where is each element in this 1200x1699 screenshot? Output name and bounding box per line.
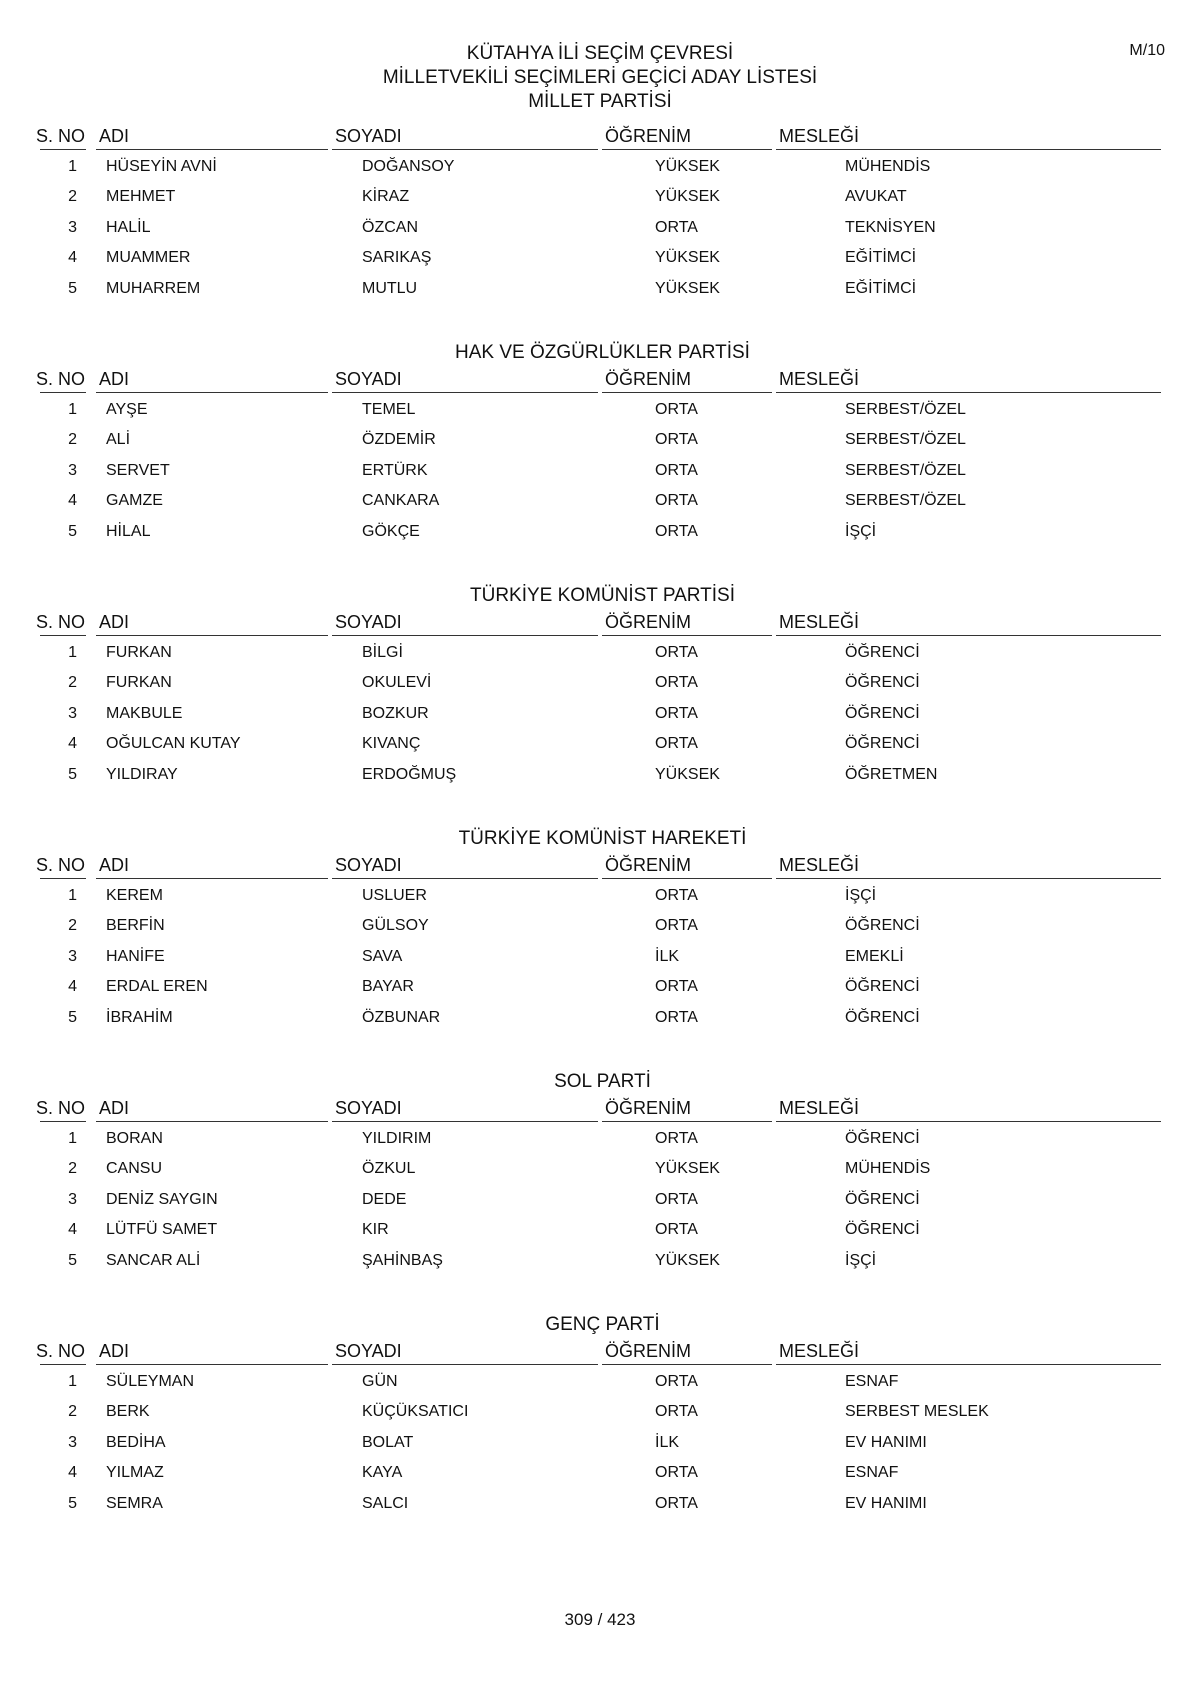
education: YÜKSEK [655, 188, 720, 206]
education: YÜKSEK [655, 249, 720, 267]
occupation: ESNAF [845, 1464, 899, 1482]
last-name: MUTLU [362, 279, 418, 297]
row-number: 1 [68, 401, 77, 418]
column-header-soyadi: SOYADI [335, 126, 402, 146]
header-underline [96, 635, 328, 636]
occupation: ÖĞRENCİ [845, 674, 920, 692]
last-name: KIR [362, 1221, 389, 1239]
first-name: CANSU [106, 1160, 163, 1178]
last-name: KAYA [362, 1464, 403, 1482]
education: ORTA [655, 917, 698, 935]
party-sections [36, 124, 1165, 1582]
row-number: 2 [68, 674, 77, 692]
header-underline [40, 1364, 86, 1365]
occupation: EMEKLİ [845, 947, 904, 965]
last-name: BOLAT [362, 1433, 414, 1451]
first-name: SEMRA [106, 1494, 163, 1512]
header-underline [40, 635, 86, 636]
occupation: ÖĞRENCİ [845, 1190, 920, 1208]
table-row [40, 517, 1165, 547]
table-row [40, 1185, 1165, 1215]
row-number: 2 [68, 917, 77, 935]
first-name: SANCAR ALİ [106, 1251, 201, 1269]
education: ORTA [655, 1190, 698, 1208]
candidate-rows [40, 152, 1165, 304]
education: ORTA [655, 1403, 698, 1421]
candidate-rows [40, 395, 1165, 547]
party-title: SOL PARTİ [554, 1071, 651, 1092]
last-name: SALCI [362, 1494, 409, 1512]
occupation: ÖĞRENCİ [845, 735, 920, 753]
education: ORTA [655, 218, 698, 236]
last-name: KİRAZ [362, 188, 410, 206]
table-row [40, 182, 1165, 212]
column-header-adi: ADI [99, 1341, 130, 1361]
last-name: BİLGİ [362, 644, 403, 661]
table-header [36, 610, 1165, 634]
header-underline [776, 1364, 1161, 1365]
occupation: ÖĞRENCİ [845, 1221, 920, 1239]
column-header-ogrenim: ÖĞRENİM [605, 126, 692, 146]
table-row [40, 699, 1165, 729]
party-title: GENÇ PARTİ [545, 1314, 660, 1335]
first-name: BERK [106, 1403, 150, 1421]
occupation: İŞÇİ [845, 522, 877, 540]
last-name: CANKARA [362, 492, 440, 510]
column-header-soyadi: SOYADI [335, 855, 402, 875]
row-number: 5 [68, 1008, 77, 1026]
last-name: ÖZCAN [362, 218, 418, 236]
education: ORTA [655, 1373, 698, 1390]
education: YÜKSEK [655, 279, 720, 297]
row-number: 5 [68, 1251, 77, 1269]
education: ORTA [655, 492, 698, 510]
header-underline [776, 149, 1161, 150]
page-number: 309 / 423 [564, 1610, 636, 1629]
table-row [40, 486, 1165, 516]
last-name: ÖZBUNAR [362, 1008, 441, 1026]
header-underline [40, 392, 86, 393]
first-name: İBRAHİM [106, 1008, 173, 1026]
table-row [40, 1458, 1165, 1488]
column-header-ogrenim: ÖĞRENİM [605, 1098, 692, 1118]
row-number: 4 [68, 249, 77, 267]
occupation: İŞÇİ [845, 887, 877, 904]
column-header-soyadi: SOYADI [335, 1341, 402, 1361]
header-underline [602, 635, 772, 636]
occupation: ÖĞRENCİ [845, 1008, 920, 1026]
education: ORTA [655, 887, 698, 904]
column-header-no: S. NO [36, 612, 86, 632]
last-name: KIVANÇ [362, 735, 421, 753]
table-row [40, 1397, 1165, 1427]
row-number: 4 [68, 1221, 77, 1239]
candidate-rows [40, 1124, 1165, 1276]
education: YÜKSEK [655, 1251, 720, 1269]
first-name: YILDIRAY [106, 765, 178, 783]
table-row [40, 911, 1165, 941]
first-name: MAKBULE [106, 704, 183, 722]
column-header-meslek: MESLEĞİ [779, 612, 860, 632]
row-number: 5 [68, 279, 77, 297]
first-name: BERFİN [106, 917, 165, 935]
header-underline [776, 878, 1161, 879]
first-name: SERVET [106, 461, 170, 479]
column-header-adi: ADI [99, 126, 130, 146]
table-row [40, 425, 1165, 455]
first-name: HANİFE [106, 947, 165, 965]
education: YÜKSEK [655, 158, 720, 175]
header-underline [776, 635, 1161, 636]
column-header-ogrenim: ÖĞRENİM [605, 855, 692, 875]
row-number: 5 [68, 765, 77, 783]
occupation: EV HANIMI [845, 1433, 927, 1451]
table-row [40, 1215, 1165, 1245]
first-name: MEHMET [106, 188, 176, 206]
column-header-meslek: MESLEĞİ [779, 1341, 860, 1361]
header-underline [602, 1364, 772, 1365]
party-section [36, 1314, 1165, 1582]
table-row [40, 395, 1165, 425]
header-underline [96, 1121, 328, 1122]
education: ORTA [655, 461, 698, 479]
education: İLK [655, 1433, 680, 1451]
occupation: SERBEST/ÖZEL [845, 401, 966, 418]
party-section [36, 124, 1165, 367]
column-header-meslek: MESLEĞİ [779, 126, 860, 146]
occupation: SERBEST/ÖZEL [845, 461, 966, 479]
last-name: DEDE [362, 1190, 407, 1208]
column-header-meslek: MESLEĞİ [779, 369, 860, 389]
table-row [40, 1124, 1165, 1154]
column-header-soyadi: SOYADI [335, 1098, 402, 1118]
occupation: ÖĞRENCİ [845, 1130, 920, 1147]
column-header-no: S. NO [36, 1098, 86, 1118]
column-header-ogrenim: ÖĞRENİM [605, 1341, 692, 1361]
table-row [40, 1489, 1165, 1519]
table-row [40, 213, 1165, 243]
column-header-adi: ADI [99, 1098, 130, 1118]
row-number: 2 [68, 1160, 77, 1178]
first-name: MUAMMER [106, 249, 191, 267]
row-number: 2 [68, 1403, 77, 1421]
first-name: SÜLEYMAN [106, 1373, 195, 1390]
occupation: ESNAF [845, 1373, 899, 1390]
occupation: EĞİTİMCİ [845, 249, 917, 267]
header-underline [776, 392, 1161, 393]
table-row [40, 152, 1165, 182]
last-name: ÖZDEMİR [362, 431, 436, 449]
first-name: HÜSEYİN AVNİ [106, 158, 217, 175]
header-line-1: KÜTAHYA İLİ SEÇİM ÇEVRESİ [466, 43, 734, 64]
education: ORTA [655, 522, 698, 540]
row-number: 5 [68, 522, 77, 540]
column-header-no: S. NO [36, 1341, 86, 1361]
occupation: ÖĞRENCİ [845, 644, 920, 661]
header-underline [96, 878, 328, 879]
column-header-adi: ADI [99, 369, 130, 389]
row-number: 1 [68, 158, 77, 175]
header-underline [96, 149, 328, 150]
table-header [36, 1339, 1165, 1363]
header-underline [40, 1121, 86, 1122]
row-number: 3 [68, 218, 77, 236]
column-header-soyadi: SOYADI [335, 369, 402, 389]
header-underline [332, 1121, 598, 1122]
last-name: SARIKAŞ [362, 249, 432, 267]
education: ORTA [655, 735, 698, 753]
party-title: HAK VE ÖZGÜRLÜKLER PARTİSİ [455, 342, 750, 363]
first-name: GAMZE [106, 492, 163, 510]
column-header-no: S. NO [36, 369, 86, 389]
occupation: TEKNİSYEN [845, 218, 936, 236]
last-name: DOĞANSOY [362, 158, 455, 175]
table-row [40, 456, 1165, 486]
education: ORTA [655, 401, 698, 418]
table-row [40, 274, 1165, 304]
header-underline [602, 149, 772, 150]
row-number: 4 [68, 492, 77, 510]
first-name: BORAN [106, 1130, 163, 1147]
first-name: HALİL [106, 218, 151, 236]
education: ORTA [655, 1130, 698, 1147]
occupation: MÜHENDİS [845, 1160, 931, 1178]
table-row [40, 1367, 1165, 1397]
row-number: 5 [68, 1494, 77, 1512]
table-header [36, 853, 1165, 877]
table-row [40, 1428, 1165, 1458]
first-name: YILMAZ [106, 1464, 164, 1482]
first-name: BEDİHA [106, 1433, 166, 1451]
table-row [40, 668, 1165, 698]
row-number: 1 [68, 887, 77, 904]
occupation: SERBEST/ÖZEL [845, 492, 966, 510]
last-name: ÖZKUL [362, 1160, 416, 1178]
party-title: TÜRKİYE KOMÜNİST PARTİSİ [470, 585, 735, 606]
header-underline [40, 149, 86, 150]
last-name: GÖKÇE [362, 522, 420, 540]
header-underline [96, 1364, 328, 1365]
party-title: TÜRKİYE KOMÜNİST HAREKETİ [458, 828, 747, 849]
last-name: BAYAR [362, 978, 414, 996]
table-row [40, 942, 1165, 972]
first-party-title: MİLLET PARTİSİ [528, 91, 672, 112]
table-row [40, 1003, 1165, 1033]
first-name: KEREM [106, 887, 163, 904]
occupation: SERBEST MESLEK [845, 1403, 989, 1421]
last-name: BOZKUR [362, 704, 429, 722]
header-underline [332, 392, 598, 393]
occupation: AVUKAT [845, 188, 907, 206]
header-underline [776, 1121, 1161, 1122]
header-underline [40, 878, 86, 879]
header-underline [332, 149, 598, 150]
education: ORTA [655, 1221, 698, 1239]
education: ORTA [655, 431, 698, 449]
last-name: ERDOĞMUŞ [362, 765, 457, 783]
occupation: ÖĞRETMEN [845, 765, 938, 783]
last-name: GÜN [362, 1373, 398, 1390]
first-name: HİLAL [106, 522, 151, 540]
header-underline [96, 392, 328, 393]
education: ORTA [655, 1494, 698, 1512]
column-header-no: S. NO [36, 855, 86, 875]
occupation: EV HANIMI [845, 1494, 927, 1512]
first-name: ALİ [106, 431, 131, 449]
first-name: OĞULCAN KUTAY [106, 735, 241, 753]
first-name: FURKAN [106, 644, 172, 661]
education: ORTA [655, 674, 698, 692]
party-section [36, 342, 1165, 610]
first-name: LÜTFÜ SAMET [106, 1221, 218, 1239]
row-number: 4 [68, 735, 77, 753]
column-header-meslek: MESLEĞİ [779, 1098, 860, 1118]
party-section [36, 585, 1165, 853]
header-underline [602, 392, 772, 393]
header-underline [602, 1121, 772, 1122]
column-header-adi: ADI [99, 855, 130, 875]
row-number: 3 [68, 1433, 77, 1451]
occupation: İŞÇİ [845, 1251, 877, 1269]
last-name: USLUER [362, 887, 427, 904]
table-header [36, 124, 1165, 148]
party-section [36, 1071, 1165, 1339]
occupation: EĞİTİMCİ [845, 279, 917, 297]
last-name: OKULEVİ [362, 674, 432, 692]
table-header [36, 1096, 1165, 1120]
table-row [40, 1246, 1165, 1276]
education: YÜKSEK [655, 765, 720, 783]
education: ORTA [655, 1008, 698, 1026]
table-row [40, 760, 1165, 790]
row-number: 4 [68, 978, 77, 996]
row-number: 2 [68, 431, 77, 449]
candidate-rows [40, 881, 1165, 1033]
occupation: ÖĞRENCİ [845, 978, 920, 996]
column-header-ogrenim: ÖĞRENİM [605, 612, 692, 632]
last-name: YILDIRIM [362, 1130, 432, 1147]
row-number: 4 [68, 1464, 77, 1482]
party-section [36, 828, 1165, 1096]
column-header-ogrenim: ÖĞRENİM [605, 369, 692, 389]
candidate-rows [40, 1367, 1165, 1519]
candidate-rows [40, 638, 1165, 790]
table-row [40, 881, 1165, 911]
education: İLK [655, 947, 680, 965]
last-name: TEMEL [362, 401, 416, 418]
row-number: 1 [68, 644, 77, 661]
last-name: KÜÇÜKSATICI [362, 1403, 469, 1421]
header-line-2: MİLLETVEKİLİ SEÇİMLERİ GEÇİCİ ADAY LİSTESİ [382, 67, 818, 88]
table-row [40, 638, 1165, 668]
last-name: ŞAHİNBAŞ [362, 1251, 443, 1269]
row-number: 2 [68, 188, 77, 206]
last-name: SAVA [362, 947, 403, 965]
occupation: SERBEST/ÖZEL [845, 431, 966, 449]
education: ORTA [655, 1464, 698, 1482]
first-name: MUHARREM [106, 279, 201, 297]
table-header [36, 367, 1165, 391]
first-name: ERDAL EREN [106, 978, 208, 996]
first-name: AYŞE [106, 401, 148, 418]
row-number: 3 [68, 704, 77, 722]
row-number: 3 [68, 461, 77, 479]
education: YÜKSEK [655, 1160, 720, 1178]
occupation: ÖĞRENCİ [845, 704, 920, 722]
row-number: 1 [68, 1373, 77, 1390]
page-code: M/10 [1129, 42, 1165, 59]
column-header-no: S. NO [36, 126, 86, 146]
row-number: 1 [68, 1130, 77, 1147]
column-header-soyadi: SOYADI [335, 612, 402, 632]
education: ORTA [655, 704, 698, 722]
header-underline [602, 878, 772, 879]
column-header-meslek: MESLEĞİ [779, 855, 860, 875]
occupation: MÜHENDİS [845, 158, 931, 175]
education: ORTA [655, 644, 698, 661]
table-row [40, 972, 1165, 1002]
occupation: ÖĞRENCİ [845, 917, 920, 935]
last-name: GÜLSOY [362, 917, 429, 935]
column-header-adi: ADI [99, 612, 130, 632]
table-row [40, 1154, 1165, 1184]
header-underline [332, 878, 598, 879]
first-name: DENİZ SAYGIN [106, 1190, 218, 1208]
last-name: ERTÜRK [362, 461, 428, 479]
row-number: 3 [68, 947, 77, 965]
education: ORTA [655, 978, 698, 996]
header-underline [332, 1364, 598, 1365]
table-row [40, 243, 1165, 273]
document-header [0, 42, 1200, 114]
header-underline [332, 635, 598, 636]
row-number: 3 [68, 1190, 77, 1208]
first-name: FURKAN [106, 674, 172, 692]
table-row [40, 729, 1165, 759]
